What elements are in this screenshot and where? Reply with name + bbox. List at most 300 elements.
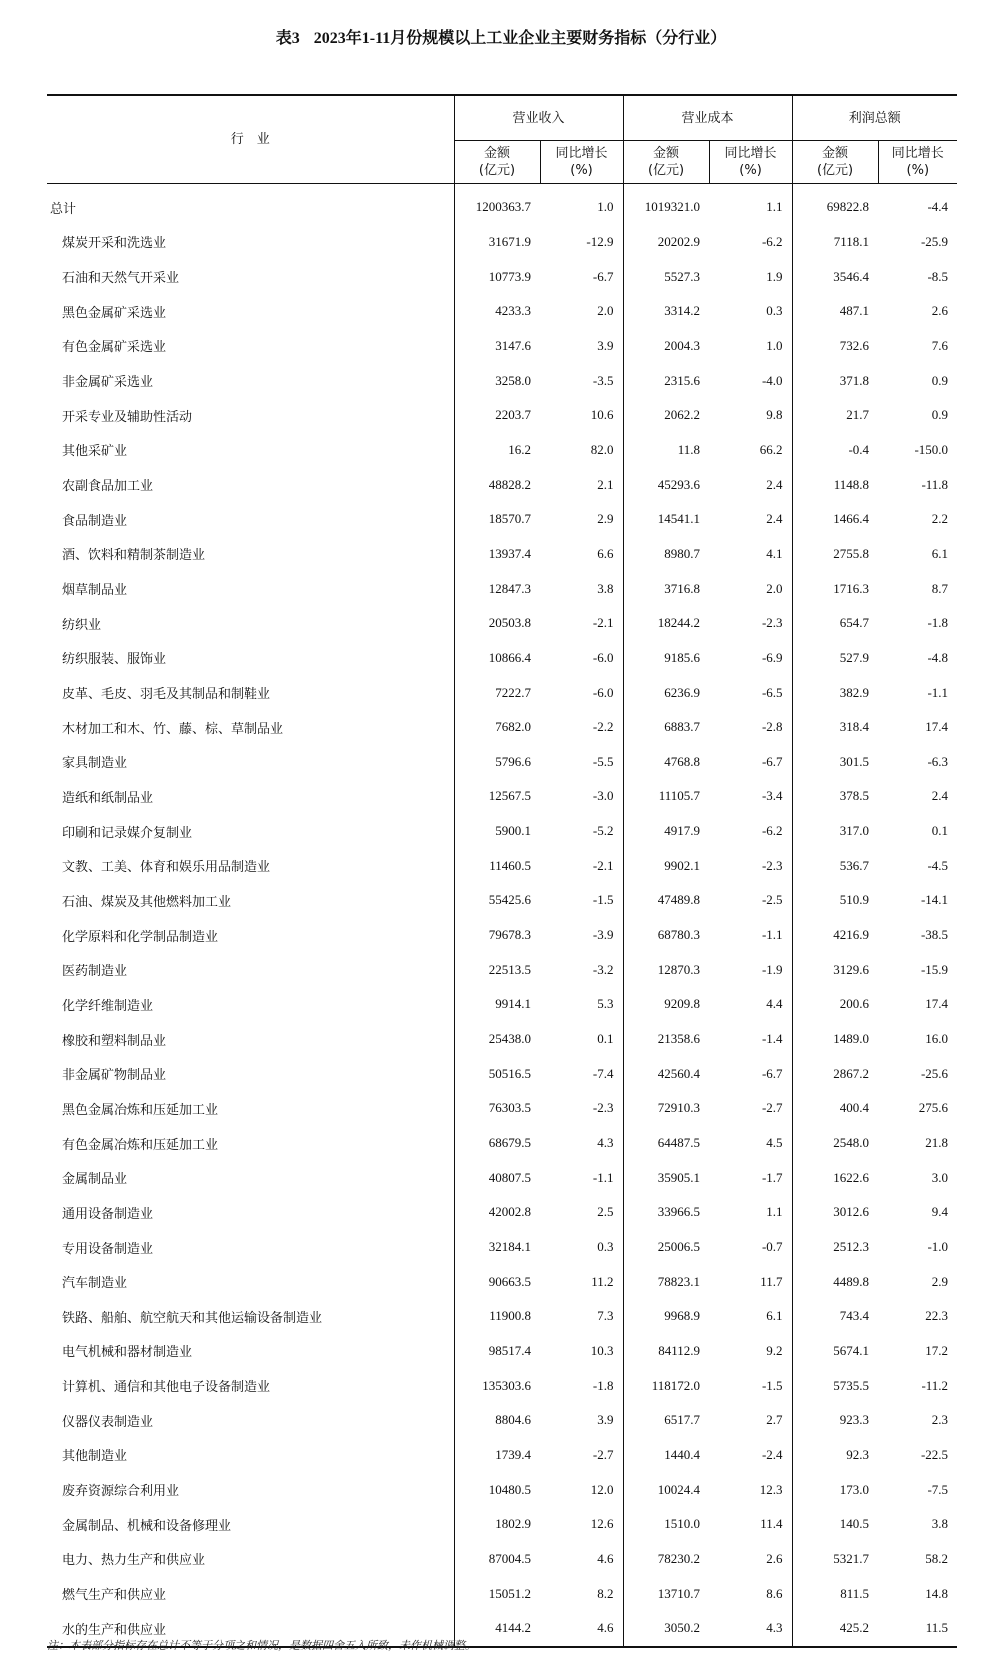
profit-growth-cell: -1.0 bbox=[927, 1239, 949, 1255]
table-row bbox=[47, 952, 957, 987]
industry-name: 汽车制造业 bbox=[47, 1264, 454, 1299]
profit-growth-cell: 17.4 bbox=[925, 996, 949, 1012]
cost-amount-cell: 14541.1 bbox=[623, 502, 709, 537]
revenue-amount-cell: 3258.0 bbox=[495, 372, 531, 388]
profit-amount-cell: 3546.4 bbox=[792, 259, 878, 294]
cost-growth-cell: -1.7 bbox=[761, 1169, 783, 1185]
table-row bbox=[47, 779, 957, 814]
industry-name: 食品制造业 bbox=[47, 502, 454, 537]
profit-growth-cell: -7.5 bbox=[927, 1481, 949, 1497]
cost-growth-cell: -2.3 bbox=[761, 615, 783, 631]
revenue-amount-cell: 12847.3 bbox=[488, 580, 531, 596]
cost-growth-cell: 1.0 bbox=[766, 337, 783, 353]
revenue-amount-cell: 3147.6 bbox=[495, 337, 531, 353]
amount-unit: (亿元) bbox=[647, 163, 685, 178]
revenue-growth-cell: 10.6 bbox=[590, 407, 614, 423]
profit-growth-cell: 0.9 bbox=[931, 407, 949, 423]
cost-amount-cell: 8980.7 bbox=[623, 537, 709, 572]
revenue-growth-cell: 12.0 bbox=[590, 1481, 614, 1497]
cost-amount-cell: 6517.7 bbox=[623, 1403, 709, 1438]
industry-name: 化学原料和化学制品制造业 bbox=[47, 918, 454, 953]
table-row bbox=[47, 1160, 957, 1195]
cost-amount-cell: 1440.4 bbox=[623, 1438, 709, 1473]
profit-growth-cell: -4.5 bbox=[927, 857, 949, 873]
table-row bbox=[47, 918, 957, 953]
revenue-growth-cell: 2.5 bbox=[597, 1204, 614, 1220]
table-row bbox=[47, 1576, 957, 1611]
revenue-amount-cell: 12567.5 bbox=[488, 788, 531, 804]
cost-growth-cell: 1.9 bbox=[766, 268, 783, 284]
revenue-amount-cell: 31671.9 bbox=[488, 233, 531, 249]
cost-growth-cell: 6.1 bbox=[766, 1308, 783, 1324]
cost-amount-cell: 45293.6 bbox=[623, 467, 709, 502]
profit-growth-cell: 17.4 bbox=[925, 719, 949, 735]
revenue-growth-cell: 12.6 bbox=[590, 1516, 614, 1532]
profit-growth-cell: -25.6 bbox=[920, 1065, 949, 1081]
cost-amount-cell: 18244.2 bbox=[623, 606, 709, 641]
table-row bbox=[47, 467, 957, 502]
industry-name: 纺织业 bbox=[47, 606, 454, 641]
revenue-growth-cell: -12.9 bbox=[586, 233, 614, 249]
profit-growth-cell: -38.5 bbox=[920, 927, 949, 943]
financial-indicators-table bbox=[47, 94, 957, 1648]
cost-growth-cell: 66.2 bbox=[759, 441, 783, 457]
total-row bbox=[47, 184, 957, 225]
cost-amount-cell: 1510.0 bbox=[623, 1507, 709, 1542]
profit-growth-cell: -11.2 bbox=[921, 1377, 949, 1393]
amount-unit: (亿元) bbox=[816, 163, 854, 178]
industry-name: 通用设备制造业 bbox=[47, 1195, 454, 1230]
table-row bbox=[47, 398, 957, 433]
cost-growth-cell: -6.2 bbox=[761, 823, 783, 839]
revenue-growth-cell: 4.3 bbox=[597, 1135, 614, 1151]
industry-name: 电力、热力生产和供应业 bbox=[47, 1542, 454, 1577]
profit-growth-cell: -11.8 bbox=[921, 476, 949, 492]
industry-name: 纺织服装、服饰业 bbox=[47, 641, 454, 676]
table-row bbox=[47, 1368, 957, 1403]
table-title bbox=[0, 24, 1002, 54]
cost-amount-cell: 47489.8 bbox=[623, 883, 709, 918]
cost-growth-cell: 1.1 bbox=[766, 1204, 783, 1220]
profit-header: 利润总额 bbox=[792, 95, 957, 141]
profit-amount-cell: 92.3 bbox=[792, 1438, 878, 1473]
table-row bbox=[47, 1472, 957, 1507]
profit-amount-cell: 732.6 bbox=[792, 329, 878, 364]
industry-name: 造纸和纸制品业 bbox=[47, 779, 454, 814]
profit-growth-cell: 22.3 bbox=[925, 1308, 949, 1324]
profit-amount-cell: 425.2 bbox=[792, 1611, 878, 1647]
revenue-growth-cell: 0.3 bbox=[597, 1239, 614, 1255]
industry-name: 其他制造业 bbox=[47, 1438, 454, 1473]
profit-growth-cell: -1.1 bbox=[927, 684, 949, 700]
profit-growth-cell: 8.7 bbox=[931, 580, 949, 596]
cost-growth-cell: 9.2 bbox=[766, 1342, 783, 1358]
revenue-amount-cell: 11460.5 bbox=[489, 857, 531, 873]
profit-growth-cell: 58.2 bbox=[925, 1550, 949, 1566]
profit-growth-cell: 0.9 bbox=[931, 372, 949, 388]
revenue-amount-cell: 1739.4 bbox=[495, 1446, 531, 1462]
revenue-amount-cell: 22513.5 bbox=[488, 961, 531, 977]
cost-growth-cell: -6.7 bbox=[761, 753, 783, 769]
profit-amount-cell: 4489.8 bbox=[792, 1264, 878, 1299]
profit-amount-cell: 2548.0 bbox=[792, 1126, 878, 1161]
revenue-growth-cell: -7.4 bbox=[592, 1065, 614, 1081]
industry-name: 其他采矿业 bbox=[47, 433, 454, 468]
industry-name: 石油、煤炭及其他燃料加工业 bbox=[47, 883, 454, 918]
cost-growth-cell: 2.0 bbox=[766, 580, 783, 596]
industry-name: 非金属矿物制品业 bbox=[47, 1056, 454, 1091]
industry-name: 有色金属冶炼和压延加工业 bbox=[47, 1126, 454, 1161]
cost-amount-cell: 78230.2 bbox=[623, 1542, 709, 1577]
revenue-amount-cell: 42002.8 bbox=[488, 1204, 531, 1220]
cost-growth-cell: -1.4 bbox=[761, 1031, 783, 1047]
revenue-growth-header bbox=[540, 141, 623, 184]
cost-amount-cell: 9209.8 bbox=[623, 987, 709, 1022]
profit-growth-cell: -8.5 bbox=[927, 268, 949, 284]
cost-amount-cell: 10024.4 bbox=[623, 1472, 709, 1507]
revenue-amount-cell: 20503.8 bbox=[488, 615, 531, 631]
cost-amount-cell: 13710.7 bbox=[623, 1576, 709, 1611]
revenue-growth-cell: 2.1 bbox=[597, 476, 614, 492]
revenue-amount-cell: 7222.7 bbox=[495, 684, 531, 700]
cost-growth-cell: -6.2 bbox=[761, 233, 783, 249]
growth-unit: (%) bbox=[739, 163, 762, 178]
industry-name: 木材加工和木、竹、藤、棕、草制品业 bbox=[47, 710, 454, 745]
revenue-amount-cell: 50516.5 bbox=[488, 1065, 531, 1081]
cost-growth-cell: 0.3 bbox=[766, 303, 783, 319]
cost-growth-cell: -4.0 bbox=[761, 372, 783, 388]
cost-growth-cell: 11.4 bbox=[760, 1516, 783, 1532]
revenue-growth-cell: 2.0 bbox=[597, 303, 614, 319]
industry-name: 铁路、船舶、航空航天和其他运输设备制造业 bbox=[47, 1299, 454, 1334]
industry-name: 计算机、通信和其他电子设备制造业 bbox=[47, 1368, 454, 1403]
cost-amount-cell: 3716.8 bbox=[623, 571, 709, 606]
industry-name: 家具制造业 bbox=[47, 745, 454, 780]
revenue-growth-cell: -2.1 bbox=[592, 615, 614, 631]
revenue-growth-cell: -3.9 bbox=[592, 927, 614, 943]
profit-growth-cell: 7.6 bbox=[931, 337, 949, 353]
table-row bbox=[47, 1230, 957, 1265]
cost-amount-cell: 6236.9 bbox=[623, 675, 709, 710]
cost-amount-cell: 33966.5 bbox=[623, 1195, 709, 1230]
table-row bbox=[47, 675, 957, 710]
industry-name: 烟草制品业 bbox=[47, 571, 454, 606]
table-row bbox=[47, 814, 957, 849]
industry-name: 仪器仪表制造业 bbox=[47, 1403, 454, 1438]
profit-growth-cell: -14.1 bbox=[920, 892, 949, 908]
profit-amount-cell: 1716.3 bbox=[792, 571, 878, 606]
profit-growth-cell: 2.9 bbox=[931, 1273, 949, 1289]
profit-amount-cell: 140.5 bbox=[792, 1507, 878, 1542]
table-row bbox=[47, 710, 957, 745]
industry-name: 石油和天然气开采业 bbox=[47, 259, 454, 294]
profit-amount-cell: 371.8 bbox=[792, 363, 878, 398]
industry-header: 行 业 bbox=[47, 95, 454, 184]
cost-amount-cell: 2062.2 bbox=[623, 398, 709, 433]
cost-amount-cell: 4917.9 bbox=[623, 814, 709, 849]
table-row bbox=[47, 848, 957, 883]
profit-amount-cell: 510.9 bbox=[792, 883, 878, 918]
table-row bbox=[47, 987, 957, 1022]
cost-growth-cell: -2.7 bbox=[761, 1100, 783, 1116]
revenue-amount-cell: 5900.1 bbox=[495, 823, 531, 839]
table-row bbox=[47, 1091, 957, 1126]
cost-amount-cell: 2315.6 bbox=[623, 363, 709, 398]
cost-growth-cell: -6.7 bbox=[761, 1065, 783, 1081]
cost-amount-cell: 12870.3 bbox=[623, 952, 709, 987]
table-row bbox=[47, 537, 957, 572]
table-number: 表3 bbox=[275, 30, 300, 47]
cost-growth-cell: -6.9 bbox=[761, 649, 783, 665]
profit-growth-cell: -150.0 bbox=[914, 441, 949, 457]
cost-growth-cell: -2.4 bbox=[761, 1446, 783, 1462]
revenue-amount-cell: 18570.7 bbox=[488, 511, 531, 527]
profit-amount-cell: 317.0 bbox=[792, 814, 878, 849]
revenue-amount-cell: 13937.4 bbox=[488, 545, 531, 561]
profit-growth-cell: 17.2 bbox=[925, 1342, 949, 1358]
industry-name: 金属制品业 bbox=[47, 1160, 454, 1195]
cost-amount-cell: 4768.8 bbox=[623, 745, 709, 780]
industry-name: 专用设备制造业 bbox=[47, 1230, 454, 1265]
cost-growth-cell: -1.9 bbox=[761, 961, 783, 977]
profit-amount-cell: 200.6 bbox=[792, 987, 878, 1022]
amount-label: 金额 bbox=[653, 146, 680, 161]
table-row bbox=[47, 1195, 957, 1230]
profit-amount-cell: 173.0 bbox=[792, 1472, 878, 1507]
profit-amount-cell: 3012.6 bbox=[792, 1195, 878, 1230]
growth-label: 同比增长 bbox=[891, 146, 944, 161]
cost-amount-cell: 21358.6 bbox=[623, 1022, 709, 1057]
profit-amount-cell: 301.5 bbox=[792, 745, 878, 780]
revenue-growth-cell: 7.3 bbox=[597, 1308, 614, 1324]
profit-growth-cell: 6.1 bbox=[931, 545, 949, 561]
revenue-growth-cell: -3.5 bbox=[592, 372, 614, 388]
revenue-growth-cell: 2.9 bbox=[597, 511, 614, 527]
profit-growth-cell: 2.2 bbox=[931, 511, 949, 527]
profit-amount-cell: 743.4 bbox=[792, 1299, 878, 1334]
cost-growth-cell: -2.3 bbox=[761, 857, 783, 873]
industry-name: 文教、工美、体育和娱乐用品制造业 bbox=[47, 848, 454, 883]
industry-name: 酒、饮料和精制茶制造业 bbox=[47, 537, 454, 572]
revenue-growth-cell: -2.1 bbox=[592, 857, 614, 873]
industry-name: 煤炭开采和洗选业 bbox=[47, 225, 454, 260]
cost-growth-cell: -1.5 bbox=[761, 1377, 783, 1393]
revenue-growth-cell: 10.3 bbox=[590, 1342, 614, 1358]
industry-name: 金属制品、机械和设备修理业 bbox=[47, 1507, 454, 1542]
amount-unit: (亿元) bbox=[478, 163, 516, 178]
profit-amount-cell: 527.9 bbox=[792, 641, 878, 676]
revenue-amount-cell: 10866.4 bbox=[488, 649, 531, 665]
revenue-amount-cell: 68679.5 bbox=[488, 1135, 531, 1151]
profit-growth-cell: 275.6 bbox=[918, 1100, 949, 1116]
industry-name: 医药制造业 bbox=[47, 952, 454, 987]
cost-amount-cell: 3314.2 bbox=[623, 294, 709, 329]
table-row bbox=[47, 1299, 957, 1334]
profit-growth-cell: 2.3 bbox=[931, 1412, 949, 1428]
profit-growth-cell: 11.5 bbox=[878, 1611, 957, 1647]
profit-growth-cell: 2.6 bbox=[931, 303, 949, 319]
cost-growth-cell: 12.3 bbox=[759, 1481, 783, 1497]
revenue-growth-cell: 11.2 bbox=[591, 1273, 614, 1289]
cost-growth-cell: -2.5 bbox=[761, 892, 783, 908]
revenue-growth-cell: -1.5 bbox=[592, 892, 614, 908]
revenue-amount-cell: 98517.4 bbox=[488, 1342, 531, 1358]
cost-growth-cell: -2.8 bbox=[761, 719, 783, 735]
profit-amount-cell: 487.1 bbox=[792, 294, 878, 329]
cost-amount-cell: 42560.4 bbox=[623, 1056, 709, 1091]
revenue-amount-cell: 4233.3 bbox=[495, 303, 531, 319]
industry-name: 黑色金属冶炼和压延加工业 bbox=[47, 1091, 454, 1126]
revenue-amount-cell: 25438.0 bbox=[488, 1031, 531, 1047]
cost-growth-cell: 2.6 bbox=[766, 1550, 783, 1566]
profit-amount-cell: 2867.2 bbox=[792, 1056, 878, 1091]
revenue-amount-cell: 76303.5 bbox=[488, 1100, 531, 1116]
industry-name: 皮革、毛皮、羽毛及其制品和制鞋业 bbox=[47, 675, 454, 710]
table-title-text: 2023年1-11月份规模以上工业企业主要财务指标（分行业） bbox=[313, 30, 727, 47]
revenue-amount-cell: 2203.7 bbox=[495, 407, 531, 423]
revenue-growth-cell: 5.3 bbox=[597, 996, 614, 1012]
industry-name: 开采专业及辅助性活动 bbox=[47, 398, 454, 433]
revenue-growth-cell: 3.9 bbox=[597, 1412, 614, 1428]
cost-amount-cell: 118172.0 bbox=[623, 1368, 709, 1403]
cost-growth-cell: 2.4 bbox=[766, 511, 783, 527]
table-row bbox=[47, 329, 957, 364]
profit-amount-cell: 2512.3 bbox=[792, 1230, 878, 1265]
revenue-amount-cell: 10480.5 bbox=[488, 1481, 531, 1497]
cost-header: 营业成本 bbox=[623, 95, 792, 141]
cost-growth-cell: 2.7 bbox=[766, 1412, 783, 1428]
cost-growth-header bbox=[709, 141, 792, 184]
revenue-growth-cell: -2.7 bbox=[592, 1446, 614, 1462]
cost-amount-cell: 20202.9 bbox=[623, 225, 709, 260]
growth-label: 同比增长 bbox=[555, 146, 608, 161]
revenue-growth-cell: 0.1 bbox=[597, 1031, 614, 1047]
table-row bbox=[47, 745, 957, 780]
revenue-growth-cell: -2.3 bbox=[592, 1100, 614, 1116]
revenue-growth-cell: -2.2 bbox=[592, 719, 614, 735]
cost-growth-cell: 4.1 bbox=[766, 545, 783, 561]
industry-name: 非金属矿采选业 bbox=[47, 363, 454, 398]
table-row bbox=[47, 1334, 957, 1369]
cost-growth-cell: -0.7 bbox=[761, 1239, 783, 1255]
revenue-growth-cell: -1.8 bbox=[592, 1377, 614, 1393]
profit-amount-header bbox=[792, 141, 878, 184]
revenue-growth-cell: -6.0 bbox=[592, 649, 614, 665]
profit-amount-cell: 4216.9 bbox=[792, 918, 878, 953]
revenue-amount-cell: 32184.1 bbox=[488, 1239, 531, 1255]
profit-growth-cell: -4.8 bbox=[927, 649, 949, 665]
cost-amount-cell: 11105.7 bbox=[623, 779, 709, 814]
revenue-amount-cell: 40807.5 bbox=[488, 1169, 531, 1185]
cost-amount-cell: 2004.3 bbox=[623, 329, 709, 364]
industry-name: 废弃资源综合利用业 bbox=[47, 1472, 454, 1507]
cost-growth-cell: 9.8 bbox=[766, 407, 783, 423]
revenue-header: 营业收入 bbox=[454, 95, 623, 141]
cost-amount-cell: 25006.5 bbox=[623, 1230, 709, 1265]
cost-amount-cell: 9185.6 bbox=[623, 641, 709, 676]
revenue-amount-cell: 11900.8 bbox=[489, 1308, 531, 1324]
growth-unit: (%) bbox=[906, 163, 930, 178]
profit-amount-cell: 1622.6 bbox=[792, 1160, 878, 1195]
profit-amount-cell: 536.7 bbox=[792, 848, 878, 883]
revenue-amount-cell: 9914.1 bbox=[495, 996, 531, 1012]
cost-amount-cell: 11.8 bbox=[623, 433, 709, 468]
profit-amount-cell: 21.7 bbox=[792, 398, 878, 433]
revenue-amount-cell: 90663.5 bbox=[488, 1273, 531, 1289]
cost-growth-cell: -1.1 bbox=[761, 927, 783, 943]
table-row bbox=[47, 502, 957, 537]
profit-growth-header bbox=[878, 141, 957, 184]
revenue-growth-cell: -6.0 bbox=[592, 684, 614, 700]
revenue-amount-cell: 8804.6 bbox=[495, 1412, 531, 1428]
industry-name: 黑色金属矿采选业 bbox=[47, 294, 454, 329]
profit-amount-cell: 1466.4 bbox=[792, 502, 878, 537]
revenue-growth-cell: -5.2 bbox=[592, 823, 614, 839]
profit-growth-cell: 21.8 bbox=[925, 1135, 949, 1151]
industry-name: 水的生产和供应业 bbox=[47, 1611, 454, 1647]
cost-growth-cell: 1.1 bbox=[766, 199, 783, 215]
table-body bbox=[47, 184, 957, 1647]
revenue-growth-cell: 4.6 bbox=[540, 1611, 623, 1647]
cost-growth-cell: 4.5 bbox=[766, 1135, 783, 1151]
cost-growth-cell: 4.3 bbox=[709, 1611, 792, 1647]
cost-amount-cell: 78823.1 bbox=[623, 1264, 709, 1299]
profit-amount-cell: 5674.1 bbox=[792, 1334, 878, 1369]
profit-amount-cell: 811.5 bbox=[792, 1576, 878, 1611]
industry-name: 化学纤维制造业 bbox=[47, 987, 454, 1022]
profit-amount-cell: 378.5 bbox=[792, 779, 878, 814]
profit-growth-cell: -15.9 bbox=[920, 961, 949, 977]
profit-amount-cell: 7118.1 bbox=[792, 225, 878, 260]
profit-amount-cell: 1489.0 bbox=[792, 1022, 878, 1057]
revenue-growth-cell: -1.1 bbox=[592, 1169, 614, 1185]
cost-amount-cell: 1019321.0 bbox=[623, 184, 709, 225]
table-row bbox=[47, 1542, 957, 1577]
profit-amount-cell: 2755.8 bbox=[792, 537, 878, 572]
cost-amount-cell: 64487.5 bbox=[623, 1126, 709, 1161]
revenue-amount-cell: 135303.6 bbox=[482, 1377, 531, 1393]
revenue-growth-cell: 1.0 bbox=[597, 199, 614, 215]
table-row bbox=[47, 1022, 957, 1057]
profit-growth-cell: -22.5 bbox=[920, 1446, 949, 1462]
table-row bbox=[47, 363, 957, 398]
cost-amount-cell: 9902.1 bbox=[623, 848, 709, 883]
growth-label: 同比增长 bbox=[724, 146, 777, 161]
profit-amount-cell: 5735.5 bbox=[792, 1368, 878, 1403]
cost-growth-cell: 2.4 bbox=[766, 476, 783, 492]
cost-amount-cell: 35905.1 bbox=[623, 1160, 709, 1195]
revenue-amount-cell: 48828.2 bbox=[488, 476, 531, 492]
profit-amount-cell: 3129.6 bbox=[792, 952, 878, 987]
table-row bbox=[47, 883, 957, 918]
profit-amount-cell: 400.4 bbox=[792, 1091, 878, 1126]
revenue-amount-cell: 5796.6 bbox=[495, 753, 531, 769]
industry-name: 电气机械和器材制造业 bbox=[47, 1334, 454, 1369]
profit-amount-cell: 318.4 bbox=[792, 710, 878, 745]
revenue-amount-cell: 16.2 bbox=[508, 441, 531, 457]
profit-growth-cell: -6.3 bbox=[927, 753, 949, 769]
profit-growth-cell: -1.8 bbox=[927, 615, 949, 631]
growth-unit: (%) bbox=[570, 163, 593, 178]
revenue-growth-cell: 4.6 bbox=[597, 1550, 614, 1566]
profit-growth-cell: 14.8 bbox=[925, 1585, 949, 1601]
table-row bbox=[47, 1264, 957, 1299]
table-row bbox=[47, 1126, 957, 1161]
table-row bbox=[47, 571, 957, 606]
profit-amount-cell: -0.4 bbox=[792, 433, 878, 468]
cost-growth-cell: 11.7 bbox=[760, 1273, 783, 1289]
profit-amount-cell: 69822.8 bbox=[792, 184, 878, 225]
